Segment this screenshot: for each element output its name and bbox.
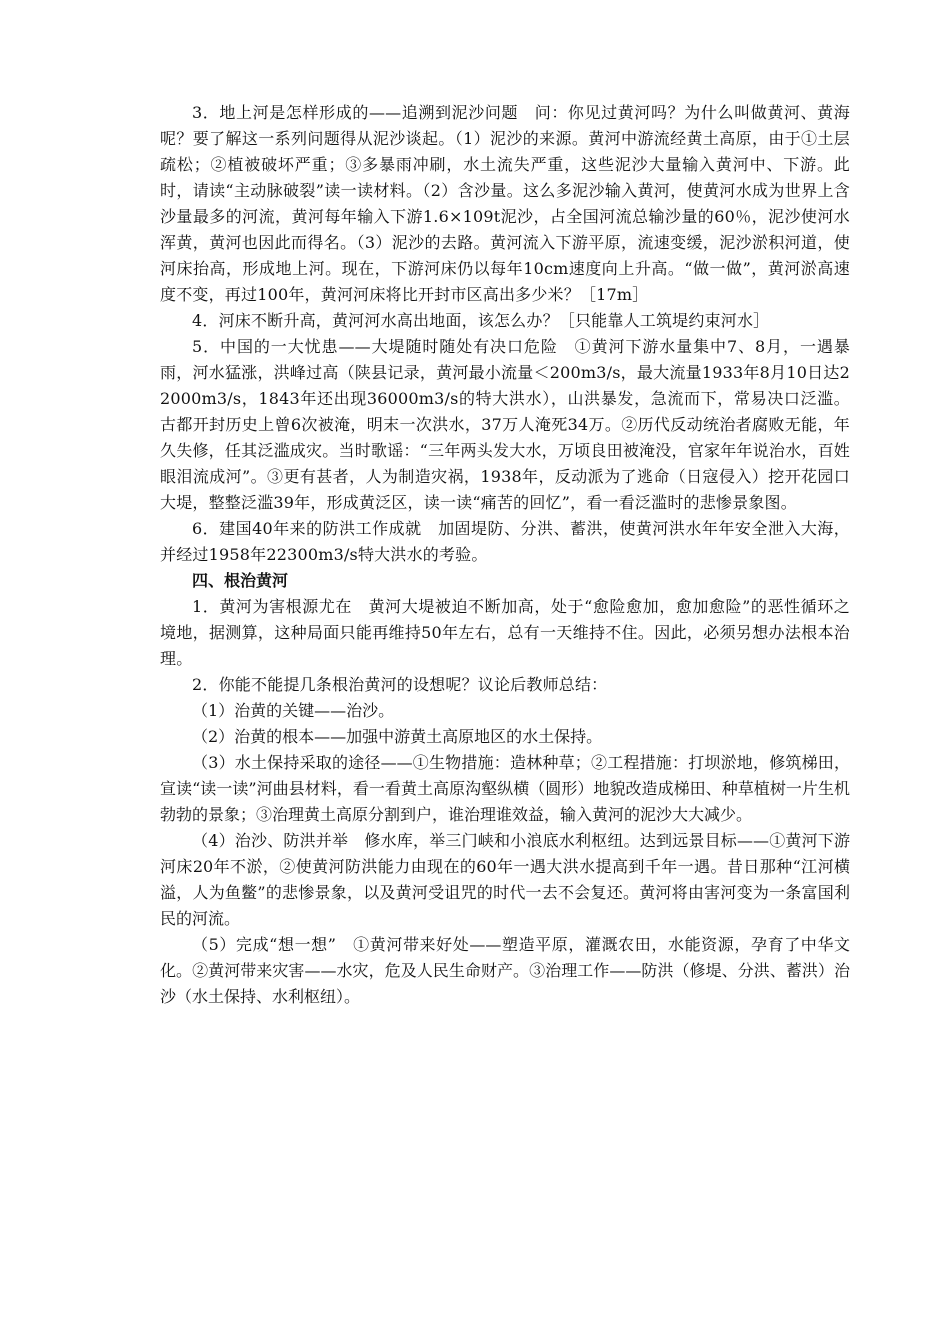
list-item-soil-conservation: （3）水土保持采取的途径——①生物措施：造林种草；②工程措施：打坝淤地，修筑梯田，宣读“读一读”河曲县材料，看一看黄土高原沟壑纵横（圆形）地貌改造成梯田、种草植树一片生机勃勃的景象；③治理黄土高原分割到户，谁治理谁效益，输入黄河的泥沙大大减少。 [160,753,850,824]
paragraph-riverbed-rising: 4．河床不断升高，黄河河水高出地面，该怎么办？［只能靠人工筑堤约束河水］ [192,311,770,330]
list-item-key: （1）治黄的关键——治沙。 [192,701,395,720]
paragraph-levee-danger: 5．中国的一大忧患——大堤随时随处有决口危险 ①黄河下游水量集中7、8月，一遇暴雨，河水猛涨，洪峰过高（陕县记录，黄河最小流量＜200m3/s，最大流量1933年8月10日达22000m3/s，1843年还出现36000m3/s的特大洪水），山洪暴发，急流而下，常易决口泛滥。古都开封历史上曾6次被淹，明末一次洪水，37万人淹死34万。②历代反动统治者腐败无能，年久失修，任其泛滥成灾。当时歌谣：“三年两头发大水，万顷良田被淹没，官家年年说治水，百姓眼泪流成河”。③更有甚者，人为制造灾祸，1938年，反动派为了逃命（日寇侵入）挖开花园口大堤，整整泛滥39年，形成黄泛区，读一读“痛苦的回忆”，看一看泛滥时的悲惨景象图。 [160,337,850,512]
section-heading: 四、根治黄河 [192,571,289,590]
list-item-root: （2）治黄的根本——加强中游黄土高原地区的水土保持。 [192,727,603,746]
paragraph-proposals: 2．你能不能提几条根治黄河的设想呢？议论后教师总结： [192,675,608,694]
list-item-sand-and-flood: （4）治沙、防洪并举 修水库，举三门峡和小浪底水利枢纽。达到远景目标——①黄河下游河床20年不淤，②使黄河防洪能力由现在的60年一遇大洪水提高到千年一遇。昔日那种“江河横溢，人为鱼鳖”的悲惨景象，以及黄河受诅咒的时代一去不会复还。黄河将由害河变为一条富国利民的河流。 [160,831,850,928]
paragraph-root-cause: 1．黄河为害根源尤在 黄河大堤被迫不断加高，处于“愈险愈加，愈加愈险”的恶性循环之境地，据测算，这种局面只能再维持50年左右，总有一天维持不住。因此，必须另想办法根本治理。 [160,597,850,668]
paragraph-flood-control-achievements: 6．建国40年来的防洪工作成就 加固堤防、分洪、蓄洪，使黄河洪水年年安全泄入大海，并经过1958年22300m3/s特大洪水的考验。 [160,519,850,564]
list-item-think: （5）完成“想一想” ①黄河带来好处——塑造平原，灌溉农田，水能资源，孕育了中华文化。②黄河带来灾害——水灾，危及人民生命财产。③治理工作——防洪（修堤、分洪、蓄洪）治沙（水土保持、水利枢纽）。 [160,935,850,1006]
document-page [160,100,850,1010]
paragraph-sediment-origin: 3．地上河是怎样形成的——追溯到泥沙问题 问：你见过黄河吗？为什么叫做黄河、黄海呢？要了解这一系列问题得从泥沙谈起。（1）泥沙的来源。黄河中游流经黄土高原，由于①土层疏松；②植被破坏严重；③多暴雨冲刷，水土流失严重，这些泥沙大量输入黄河中、下游。此时，请读“主动脉破裂”读一读材料。（2）含沙量。这么多泥沙输入黄河，使黄河水成为世界上含沙量最多的河流，黄河每年输入下游1.6×109t泥沙，占全国河流总输沙量的60％，泥沙使河水浑黄，黄河也因此而得名。（3）泥沙的去路。黄河流入下游平原，流速变缓，泥沙淤积河道，使河床抬高，形成地上河。现在，下游河床仍以每年10cm速度向上升高。“做一做”，黄河淤高速度不变，再过100年，黄河河床将比开封市区高出多少米？［17m］ [160,103,850,304]
